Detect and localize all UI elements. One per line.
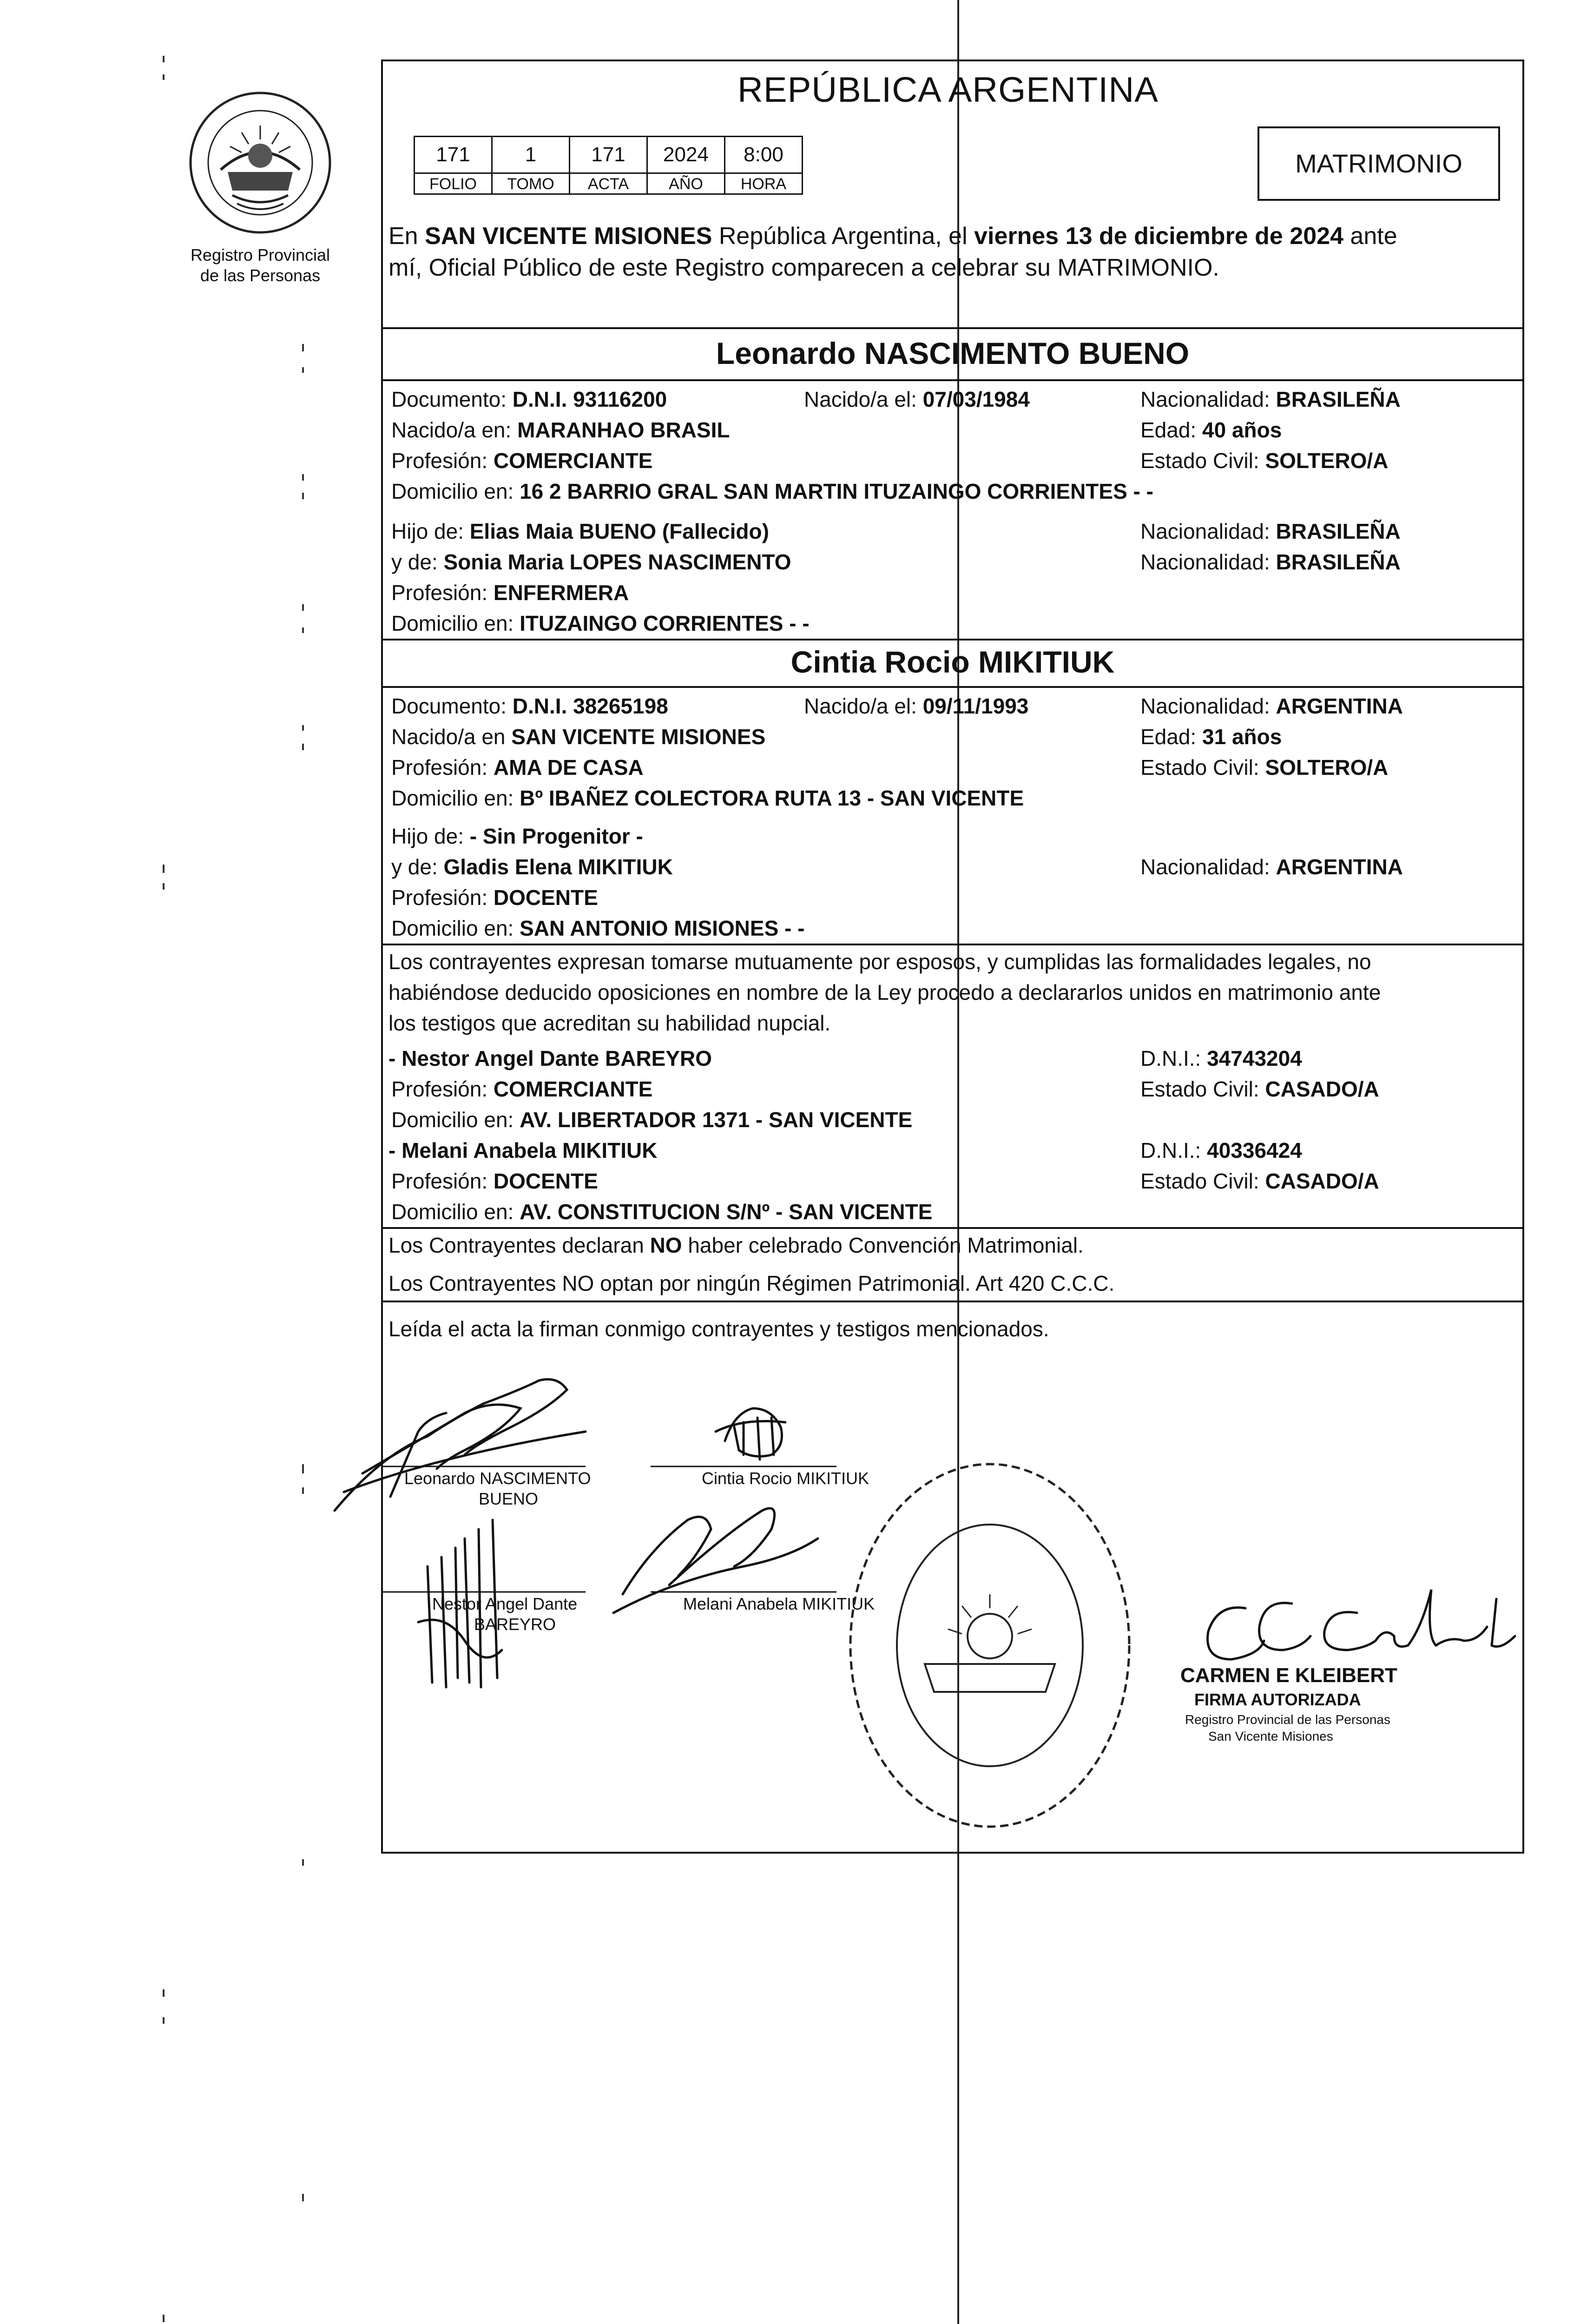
spouse1-mother-nationality: Nacionalidad: BRASILEÑA	[1140, 550, 1401, 574]
spouse2-age: Edad: 31 años	[1140, 725, 1282, 749]
divider-intro	[381, 327, 1524, 329]
page-title: REPÚBLICA ARGENTINA	[737, 70, 1159, 110]
signature-caption-witness2: Melani Anabela MIKITIUK	[683, 1594, 875, 1613]
witness1-profession: Profesión: COMERCIANTE	[391, 1077, 653, 1101]
spouse2-parents-address: Domicilio en: SAN ANTONIO MISIONES - -	[391, 916, 805, 940]
declaration-line1: Los contrayentes expresan tomarse mutuamente por esposos, y cumplidas las formalidades legales, no	[388, 950, 1371, 974]
spouse2-birthdate: Nacido/a el: 09/11/1993	[804, 694, 1029, 718]
spouse1-mother: y de: Sonia Maria LOPES NASCIMENTO	[391, 550, 791, 574]
witness1-civil-status: Estado Civil: CASADO/A	[1140, 1077, 1379, 1101]
tomo-value: 1	[491, 136, 570, 174]
margin-speckles	[153, 0, 339, 2324]
acta-value: 171	[569, 136, 648, 174]
spouse1-address: Domicilio en: 16 2 BARRIO GRAL SAN MARTIN ITUZAINGO CORRIENTES - -	[391, 479, 1153, 503]
signature-caption-spouse1-line2: BUENO	[479, 1489, 539, 1508]
spouse2-mother-profession: Profesión: DOCENTE	[391, 885, 598, 910]
spouse2-profession: Profesión: AMA DE CASA	[391, 755, 644, 779]
witness2-name: - Melani Anabela MIKITIUK	[388, 1138, 658, 1162]
intro-place: SAN VICENTE MISIONES	[425, 223, 712, 250]
intro-line2: mí, Oficial Público de este Registro comparecen a celebrar su MATRIMONIO.	[388, 254, 1219, 281]
signature-caption-witness1: Nestor Angel Dante	[432, 1594, 578, 1613]
witness1-dni: D.N.I.: 34743204	[1140, 1046, 1302, 1070]
spouse1-birthplace: Nacido/a en: MARANHAO BRASIL	[391, 418, 730, 442]
spouse1-nationality: Nacionalidad: BRASILEÑA	[1140, 387, 1401, 411]
spouse2-civil-status: Estado Civil: SOLTERO/A	[1140, 755, 1389, 779]
spouse2-mother: y de: Gladis Elena MIKITIUK	[391, 855, 673, 879]
signature-caption-spouse1: Leonardo NASCIMENTO	[404, 1469, 591, 1488]
divider-spouse1	[381, 639, 1524, 640]
spouse1-father: Hijo de: Elias Maia BUENO (Fallecido)	[391, 519, 769, 543]
divider-spouse2	[381, 944, 1524, 945]
hora-caption: HORA	[724, 172, 803, 195]
spouse1-mother-profession: Profesión: ENFERMERA	[391, 581, 629, 605]
spouse1-birthdate: Nacido/a el: 07/03/1984	[804, 387, 1030, 411]
spouse1-profession: Profesión: COMERCIANTE	[391, 449, 653, 473]
officer-registry: Registro Provincial de las Personas	[1185, 1712, 1390, 1727]
spouse2-document: Documento: D.N.I. 38265198	[391, 694, 668, 718]
witness2-profession: Profesión: DOCENTE	[391, 1169, 598, 1193]
record-type-label: MATRIMONIO	[1295, 149, 1462, 178]
declaration-line2: habiéndose deducido oposiciones en nombre de la Ley procedo a declararlos unidos en matrimonio ante	[388, 980, 1381, 1004]
spouse1-age: Edad: 40 años	[1140, 418, 1282, 442]
officer-title: FIRMA AUTORIZADA	[1194, 1690, 1361, 1709]
folio-value: 171	[414, 136, 493, 174]
regime-line1: Los Contrayentes declaran NO haber celebrado Convención Matrimonial.	[388, 1233, 1084, 1257]
spouse2-nationality: Nacionalidad: ARGENTINA	[1140, 694, 1403, 718]
seal-caption-line1: Registro Provincial	[190, 245, 330, 264]
ano-caption: AÑO	[646, 172, 725, 195]
official-registry-stamp	[841, 1446, 1139, 1845]
hora-value: 8:00	[724, 136, 803, 174]
witness2-address: Domicilio en: AV. CONSTITUCION S/Nº - SAN VICENTE	[391, 1200, 933, 1224]
witness1-address: Domicilio en: AV. LIBERTADOR 1371 - SAN VICENTE	[391, 1108, 913, 1132]
tomo-caption: TOMO	[491, 172, 570, 195]
provincial-seal-icon	[177, 79, 344, 246]
witness2-dni: D.N.I.: 40336424	[1140, 1138, 1302, 1162]
spouse1-civil-status: Estado Civil: SOLTERO/A	[1140, 449, 1389, 473]
provincial-seal	[177, 79, 344, 246]
witness1-name: - Nestor Angel Dante BAREYRO	[388, 1046, 712, 1070]
divider-regime	[381, 1301, 1524, 1302]
signature-caption-witness1-line2: BAREYRO	[474, 1615, 556, 1634]
divider-witnesses	[381, 1227, 1524, 1229]
intro-date: viernes 13 de diciembre de 2024	[974, 223, 1343, 250]
witness2-civil-status: Estado Civil: CASADO/A	[1140, 1169, 1379, 1193]
divider-spouse2-name	[381, 686, 1524, 688]
spouse2-address: Domicilio en: Bº IBAÑEZ COLECTORA RUTA 13 - SAN VICENTE	[391, 786, 1024, 810]
intro-text-1: En	[388, 223, 425, 250]
signature-caption-spouse2: Cintia Rocio MIKITIUK	[702, 1469, 869, 1488]
seal-caption-line2: de las Personas	[200, 266, 321, 285]
divider-spouse1-name	[381, 379, 1524, 381]
spouse2-name: Cintia Rocio MIKITIUK	[790, 645, 1115, 679]
spouse1-name: Leonardo NASCIMENTO BUENO	[716, 336, 1190, 370]
spouse1-parents-address: Domicilio en: ITUZAINGO CORRIENTES - -	[391, 611, 810, 635]
regime-line2: Los Contrayentes NO optan por ningún Régimen Patrimonial. Art 420 C.C.C.	[388, 1271, 1115, 1295]
acta-caption: ACTA	[569, 172, 648, 195]
intro-text-3: ante	[1343, 223, 1397, 250]
closing-statement: Leída el acta la firman conmigo contrayentes y testigos mencionados.	[388, 1317, 1049, 1341]
intro-text-2: República Argentina, el	[712, 223, 974, 250]
spouse2-father: Hijo de: - Sin Progenitor -	[391, 824, 643, 848]
ano-value: 2024	[646, 136, 725, 174]
spouse1-document: Documento: D.N.I. 93116200	[391, 387, 667, 411]
intro-line1	[388, 224, 1397, 248]
officer-name: CARMEN E KLEIBERT	[1180, 1664, 1397, 1687]
spouse1-father-nationality: Nacionalidad: BRASILEÑA	[1140, 519, 1401, 543]
spouse2-birthplace: Nacido/a en SAN VICENTE MISIONES	[391, 725, 766, 749]
officer-location: San Vicente Misiones	[1208, 1729, 1333, 1743]
folio-caption: FOLIO	[414, 172, 493, 195]
officer-stamp	[1180, 1664, 1459, 1744]
declaration-line3: los testigos que acreditan su habilidad nupcial.	[388, 1011, 831, 1035]
record-type-box	[1257, 126, 1500, 201]
spouse2-mother-nationality: Nacionalidad: ARGENTINA	[1140, 855, 1403, 879]
